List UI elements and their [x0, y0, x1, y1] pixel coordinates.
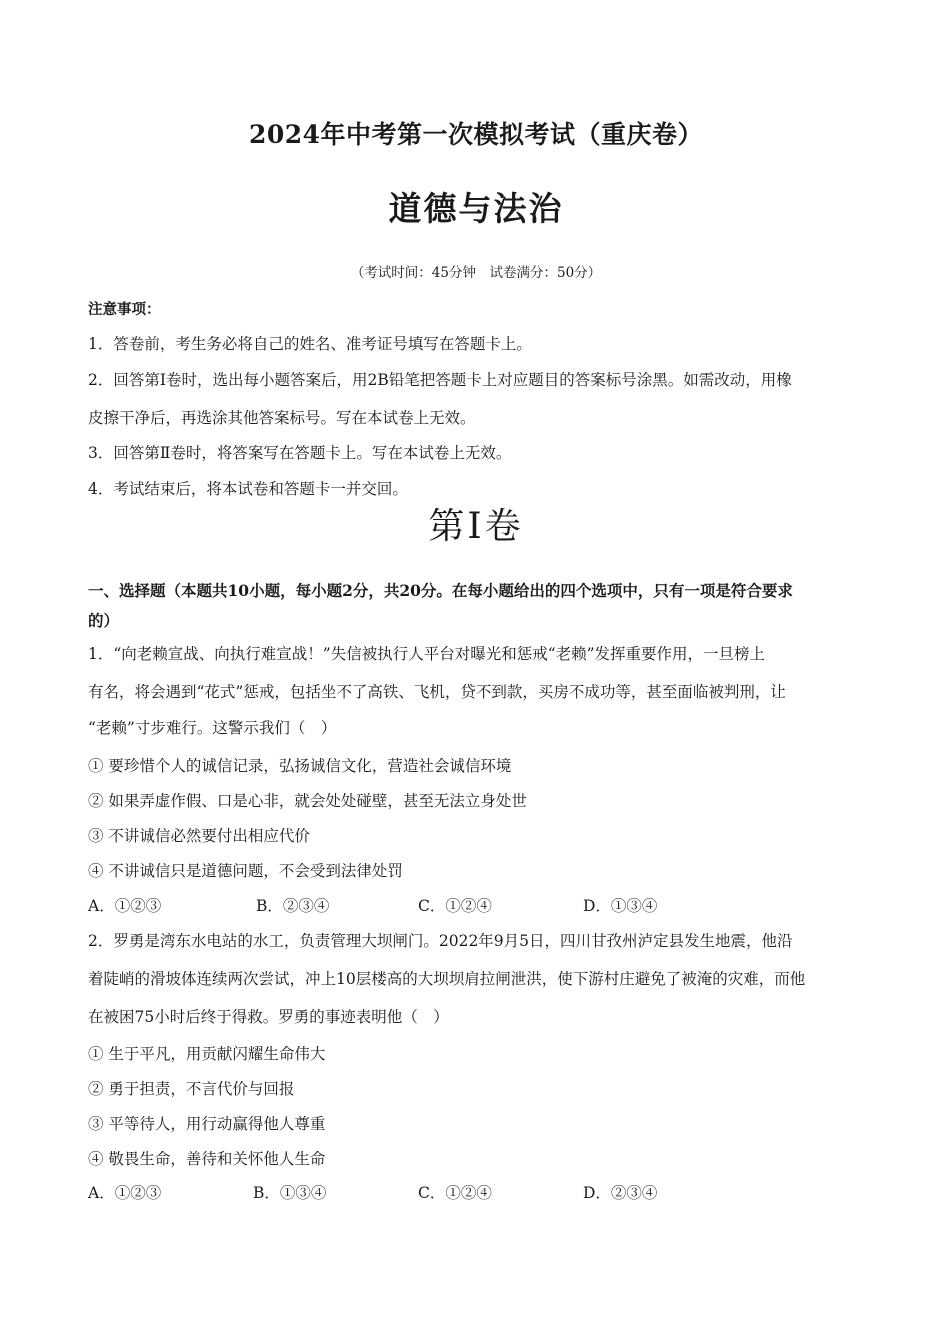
statement: ① 要珍惜个人的诚信记录，弘扬诚信文化，营造社会诚信环境 — [88, 757, 512, 775]
question-stem: 2．罗勇是湾东水电站的水工，负责管理大坝闸门。2022年9月5日，四川甘孜州泸定县发生地震，他沿 — [88, 932, 793, 950]
notice-item: 2．回答第Ⅰ卷时，选出每小题答案后，用2B铅笔把答题卡上对应题目的答案标号涂黑。如需改动，用橡 — [88, 371, 792, 389]
statement: ④ 不讲诚信只是道德问题，不会受到法律处罚 — [88, 862, 403, 880]
option-a: A．①②③ — [88, 897, 162, 915]
volume-title: 第Ⅰ卷 — [428, 506, 524, 547]
question-stem: 有名，将会遇到“花式”惩戒，包括坐不了高铁、飞机，贷不到款，买房不成功等，甚至面临被判刑，让 — [88, 683, 786, 701]
notice-title: 注意事项： — [88, 301, 161, 318]
option-d: D．②③④ — [583, 1184, 658, 1202]
option-c: C．①②④ — [418, 897, 492, 915]
statement: ① 生于平凡，用贡献闪耀生命伟大 — [88, 1045, 326, 1063]
notice-item: 1．答卷前，考生务必将自己的姓名、准考证号填写在答题卡上。 — [88, 335, 532, 353]
statement: ② 如果弄虚作假、口是心非，就会处处碰壁，甚至无法立身处世 — [88, 792, 527, 810]
statement: ③ 平等待人，用行动赢得他人尊重 — [88, 1115, 326, 1133]
question-stem: 在被困75小时后终于得救。罗勇的事迹表明他（ ） — [88, 1008, 449, 1026]
notice-item: 皮擦干净后，再选涂其他答案标号。写在本试卷上无效。 — [88, 409, 476, 427]
option-c: C．①②④ — [418, 1184, 492, 1202]
section-header-cont: 的） — [88, 611, 120, 630]
option-a: A．①②③ — [88, 1184, 162, 1202]
option-d: D．①③④ — [583, 897, 658, 915]
subject-title: 道德与法治 — [388, 189, 564, 228]
exam-title: 2024年中考第一次模拟考试（重庆卷） — [248, 120, 704, 149]
question-stem: 1．“向老赖宣战、向执行难宣战！”失信被执行人平台对曝光和惩戒“老赖”发挥重要作用，一旦榜上 — [88, 645, 766, 663]
option-b: B．②③④ — [256, 897, 330, 915]
statement: ② 勇于担责，不言代价与回报 — [88, 1080, 295, 1098]
exam-meta: （考试时间：45分钟 试卷满分：50分） — [350, 265, 602, 281]
option-b: B．①③④ — [253, 1184, 327, 1202]
section-header: 一、选择题（本题共10小题，每小题2分，共20分。在每小题给出的四个选项中，只有一项是符合要求 — [88, 581, 793, 600]
statement: ③ 不讲诚信必然要付出相应代价 — [88, 827, 310, 845]
notice-item: 4．考试结束后，将本试卷和答题卡一并交回。 — [88, 480, 408, 498]
statement: ④ 敬畏生命，善待和关怀他人生命 — [88, 1150, 326, 1168]
question-stem: “老赖”寸步难行。这警示我们（ ） — [88, 719, 337, 737]
question-stem: 着陡峭的滑坡体连续两次尝试，冲上10层楼高的大坝坝肩拉闸泄洪，使下游村庄避免了被淹的灾难，而他 — [88, 970, 806, 988]
notice-item: 3．回答第Ⅱ卷时，将答案写在答题卡上。写在本试卷上无效。 — [88, 444, 512, 462]
